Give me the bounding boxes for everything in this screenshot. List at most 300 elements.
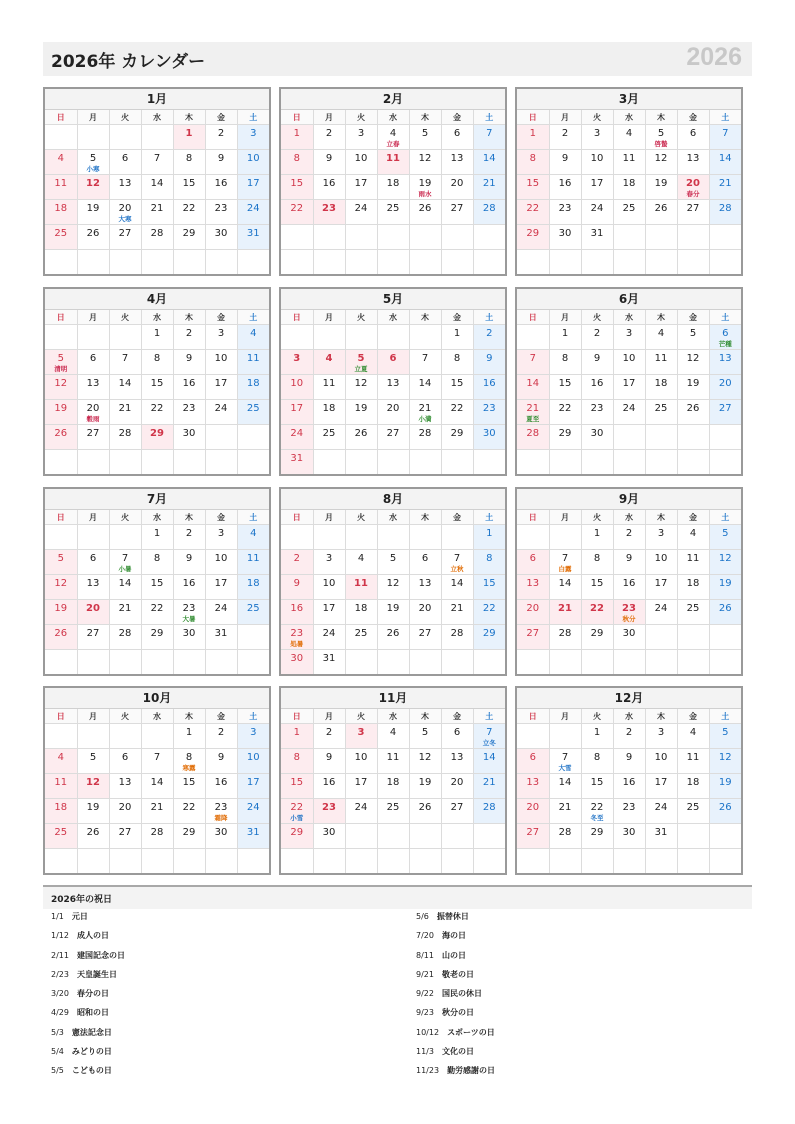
day-cell[interactable] (77, 400, 109, 425)
day-cell[interactable] (237, 400, 269, 425)
day-cell[interactable] (645, 550, 677, 575)
day-cell[interactable] (45, 225, 77, 250)
day-cell[interactable] (581, 749, 613, 774)
day-cell[interactable] (109, 175, 141, 200)
day-cell[interactable] (677, 774, 709, 799)
day-cell[interactable] (645, 350, 677, 375)
day-cell[interactable] (677, 799, 709, 824)
day-cell[interactable] (517, 150, 549, 175)
day-cell[interactable] (205, 824, 237, 849)
day-cell[interactable] (677, 375, 709, 400)
day-cell[interactable] (549, 799, 581, 824)
day-cell[interactable] (173, 225, 205, 250)
day-cell[interactable] (645, 200, 677, 225)
day-cell[interactable] (473, 350, 505, 375)
day-cell[interactable] (677, 200, 709, 225)
day-cell[interactable] (205, 225, 237, 250)
day-cell[interactable] (313, 150, 345, 175)
day-cell[interactable] (205, 575, 237, 600)
day-cell[interactable] (173, 125, 205, 150)
day-cell[interactable] (581, 600, 613, 625)
day-cell[interactable] (345, 575, 377, 600)
day-cell[interactable] (645, 600, 677, 625)
day-cell[interactable] (473, 600, 505, 625)
day-cell[interactable] (313, 425, 345, 450)
day-cell[interactable] (377, 200, 409, 225)
day-cell[interactable] (313, 650, 345, 675)
day-cell[interactable] (141, 375, 173, 400)
day-cell[interactable] (205, 325, 237, 350)
day-cell[interactable] (377, 125, 409, 150)
day-cell[interactable] (345, 375, 377, 400)
day-cell[interactable] (409, 575, 441, 600)
day-cell[interactable] (205, 600, 237, 625)
day-cell[interactable] (109, 625, 141, 650)
day-cell[interactable] (517, 200, 549, 225)
day-cell[interactable] (613, 550, 645, 575)
day-cell[interactable] (581, 575, 613, 600)
day-cell[interactable] (173, 799, 205, 824)
day-cell[interactable] (441, 749, 473, 774)
day-cell[interactable] (77, 749, 109, 774)
day-cell[interactable] (237, 125, 269, 150)
day-cell[interactable] (613, 824, 645, 849)
day-cell[interactable] (313, 824, 345, 849)
day-cell[interactable] (709, 749, 741, 774)
day-cell[interactable] (409, 550, 441, 575)
day-cell[interactable] (581, 724, 613, 749)
day-cell[interactable] (77, 175, 109, 200)
day-cell[interactable] (645, 824, 677, 849)
day-cell[interactable] (281, 774, 313, 799)
day-cell[interactable] (345, 774, 377, 799)
day-cell[interactable] (45, 425, 77, 450)
day-cell[interactable] (549, 225, 581, 250)
day-cell[interactable] (581, 225, 613, 250)
day-cell[interactable] (45, 200, 77, 225)
day-cell[interactable] (313, 350, 345, 375)
day-cell[interactable] (281, 799, 313, 824)
day-cell[interactable] (677, 350, 709, 375)
day-cell[interactable] (473, 799, 505, 824)
day-cell[interactable] (313, 724, 345, 749)
day-cell[interactable] (109, 575, 141, 600)
day-cell[interactable] (237, 774, 269, 799)
day-cell[interactable] (313, 575, 345, 600)
day-cell[interactable] (345, 625, 377, 650)
day-cell[interactable] (377, 799, 409, 824)
day-cell[interactable] (709, 550, 741, 575)
day-cell[interactable] (77, 600, 109, 625)
day-cell[interactable] (173, 175, 205, 200)
day-cell[interactable] (377, 749, 409, 774)
day-cell[interactable] (473, 724, 505, 749)
day-cell[interactable] (473, 575, 505, 600)
day-cell[interactable] (709, 375, 741, 400)
day-cell[interactable] (441, 774, 473, 799)
day-cell[interactable] (409, 774, 441, 799)
day-cell[interactable] (141, 150, 173, 175)
day-cell[interactable] (517, 425, 549, 450)
day-cell[interactable] (377, 550, 409, 575)
day-cell[interactable] (345, 749, 377, 774)
day-cell[interactable] (645, 125, 677, 150)
day-cell[interactable] (677, 400, 709, 425)
day-cell[interactable] (517, 575, 549, 600)
day-cell[interactable] (173, 824, 205, 849)
day-cell[interactable] (613, 799, 645, 824)
day-cell[interactable] (109, 350, 141, 375)
day-cell[interactable] (409, 400, 441, 425)
day-cell[interactable] (141, 525, 173, 550)
day-cell[interactable] (409, 200, 441, 225)
day-cell[interactable] (205, 400, 237, 425)
day-cell[interactable] (377, 400, 409, 425)
day-cell[interactable] (613, 724, 645, 749)
day-cell[interactable] (377, 724, 409, 749)
day-cell[interactable] (709, 200, 741, 225)
day-cell[interactable] (549, 749, 581, 774)
day-cell[interactable] (77, 425, 109, 450)
day-cell[interactable] (109, 425, 141, 450)
day-cell[interactable] (313, 200, 345, 225)
day-cell[interactable] (141, 625, 173, 650)
day-cell[interactable] (313, 749, 345, 774)
day-cell[interactable] (109, 550, 141, 575)
day-cell[interactable] (645, 375, 677, 400)
day-cell[interactable] (313, 774, 345, 799)
day-cell[interactable] (45, 550, 77, 575)
day-cell[interactable] (441, 625, 473, 650)
day-cell[interactable] (141, 550, 173, 575)
day-cell[interactable] (645, 325, 677, 350)
day-cell[interactable] (613, 525, 645, 550)
day-cell[interactable] (109, 749, 141, 774)
day-cell[interactable] (473, 525, 505, 550)
day-cell[interactable] (141, 325, 173, 350)
day-cell[interactable] (709, 600, 741, 625)
day-cell[interactable] (141, 225, 173, 250)
day-cell[interactable] (613, 325, 645, 350)
day-cell[interactable] (645, 400, 677, 425)
day-cell[interactable] (205, 625, 237, 650)
day-cell[interactable] (549, 375, 581, 400)
day-cell[interactable] (281, 600, 313, 625)
day-cell[interactable] (441, 575, 473, 600)
day-cell[interactable] (77, 375, 109, 400)
day-cell[interactable] (281, 550, 313, 575)
day-cell[interactable] (173, 525, 205, 550)
day-cell[interactable] (237, 225, 269, 250)
day-cell[interactable] (517, 225, 549, 250)
day-cell[interactable] (517, 749, 549, 774)
day-cell[interactable] (441, 150, 473, 175)
day-cell[interactable] (645, 525, 677, 550)
day-cell[interactable] (409, 625, 441, 650)
day-cell[interactable] (709, 575, 741, 600)
day-cell[interactable] (473, 150, 505, 175)
day-cell[interactable] (645, 575, 677, 600)
day-cell[interactable] (581, 375, 613, 400)
day-cell[interactable] (613, 774, 645, 799)
day-cell[interactable] (549, 625, 581, 650)
day-cell[interactable] (677, 724, 709, 749)
day-cell[interactable] (173, 325, 205, 350)
day-cell[interactable] (581, 200, 613, 225)
day-cell[interactable] (441, 799, 473, 824)
day-cell[interactable] (709, 175, 741, 200)
day-cell[interactable] (345, 150, 377, 175)
day-cell[interactable] (613, 175, 645, 200)
day-cell[interactable] (173, 350, 205, 375)
day-cell[interactable] (237, 350, 269, 375)
day-cell[interactable] (613, 400, 645, 425)
day-cell[interactable] (109, 774, 141, 799)
day-cell[interactable] (109, 799, 141, 824)
day-cell[interactable] (409, 749, 441, 774)
day-cell[interactable] (281, 175, 313, 200)
day-cell[interactable] (313, 400, 345, 425)
day-cell[interactable] (517, 400, 549, 425)
day-cell[interactable] (409, 799, 441, 824)
day-cell[interactable] (473, 125, 505, 150)
day-cell[interactable] (237, 200, 269, 225)
day-cell[interactable] (581, 350, 613, 375)
day-cell[interactable] (313, 600, 345, 625)
day-cell[interactable] (377, 600, 409, 625)
day-cell[interactable] (581, 774, 613, 799)
day-cell[interactable] (109, 200, 141, 225)
day-cell[interactable] (517, 175, 549, 200)
day-cell[interactable] (677, 150, 709, 175)
day-cell[interactable] (173, 400, 205, 425)
day-cell[interactable] (377, 575, 409, 600)
day-cell[interactable] (77, 824, 109, 849)
day-cell[interactable] (473, 749, 505, 774)
day-cell[interactable] (549, 175, 581, 200)
day-cell[interactable] (613, 600, 645, 625)
day-cell[interactable] (613, 375, 645, 400)
day-cell[interactable] (581, 400, 613, 425)
day-cell[interactable] (141, 575, 173, 600)
day-cell[interactable] (581, 150, 613, 175)
day-cell[interactable] (645, 774, 677, 799)
day-cell[interactable] (45, 375, 77, 400)
day-cell[interactable] (645, 175, 677, 200)
day-cell[interactable] (581, 425, 613, 450)
day-cell[interactable] (345, 350, 377, 375)
day-cell[interactable] (109, 225, 141, 250)
day-cell[interactable] (77, 150, 109, 175)
day-cell[interactable] (45, 350, 77, 375)
day-cell[interactable] (677, 575, 709, 600)
day-cell[interactable] (549, 150, 581, 175)
day-cell[interactable] (205, 175, 237, 200)
day-cell[interactable] (549, 350, 581, 375)
day-cell[interactable] (613, 200, 645, 225)
day-cell[interactable] (281, 724, 313, 749)
day-cell[interactable] (517, 350, 549, 375)
day-cell[interactable] (281, 450, 313, 475)
day-cell[interactable] (517, 799, 549, 824)
day-cell[interactable] (237, 749, 269, 774)
day-cell[interactable] (313, 799, 345, 824)
day-cell[interactable] (173, 550, 205, 575)
day-cell[interactable] (205, 150, 237, 175)
day-cell[interactable] (377, 150, 409, 175)
day-cell[interactable] (581, 799, 613, 824)
day-cell[interactable] (549, 600, 581, 625)
day-cell[interactable] (409, 375, 441, 400)
day-cell[interactable] (409, 350, 441, 375)
day-cell[interactable] (109, 150, 141, 175)
day-cell[interactable] (141, 774, 173, 799)
day-cell[interactable] (45, 824, 77, 849)
day-cell[interactable] (377, 425, 409, 450)
day-cell[interactable] (645, 799, 677, 824)
day-cell[interactable] (173, 749, 205, 774)
day-cell[interactable] (441, 600, 473, 625)
day-cell[interactable] (409, 125, 441, 150)
day-cell[interactable] (281, 749, 313, 774)
day-cell[interactable] (345, 550, 377, 575)
day-cell[interactable] (237, 724, 269, 749)
day-cell[interactable] (281, 375, 313, 400)
day-cell[interactable] (409, 150, 441, 175)
day-cell[interactable] (549, 575, 581, 600)
day-cell[interactable] (205, 724, 237, 749)
day-cell[interactable] (173, 774, 205, 799)
day-cell[interactable] (205, 125, 237, 150)
day-cell[interactable] (709, 724, 741, 749)
day-cell[interactable] (709, 350, 741, 375)
day-cell[interactable] (45, 774, 77, 799)
day-cell[interactable] (173, 425, 205, 450)
day-cell[interactable] (549, 325, 581, 350)
day-cell[interactable] (45, 575, 77, 600)
day-cell[interactable] (45, 150, 77, 175)
day-cell[interactable] (45, 175, 77, 200)
day-cell[interactable] (677, 125, 709, 150)
day-cell[interactable] (77, 225, 109, 250)
day-cell[interactable] (205, 350, 237, 375)
day-cell[interactable] (549, 200, 581, 225)
day-cell[interactable] (473, 625, 505, 650)
day-cell[interactable] (677, 325, 709, 350)
day-cell[interactable] (173, 200, 205, 225)
day-cell[interactable] (549, 400, 581, 425)
day-cell[interactable] (237, 175, 269, 200)
day-cell[interactable] (205, 774, 237, 799)
day-cell[interactable] (141, 749, 173, 774)
day-cell[interactable] (409, 425, 441, 450)
day-cell[interactable] (709, 799, 741, 824)
day-cell[interactable] (645, 150, 677, 175)
day-cell[interactable] (517, 824, 549, 849)
day-cell[interactable] (45, 625, 77, 650)
day-cell[interactable] (677, 175, 709, 200)
day-cell[interactable] (613, 350, 645, 375)
day-cell[interactable] (237, 550, 269, 575)
day-cell[interactable] (441, 125, 473, 150)
day-cell[interactable] (141, 200, 173, 225)
day-cell[interactable] (441, 325, 473, 350)
day-cell[interactable] (517, 600, 549, 625)
day-cell[interactable] (409, 175, 441, 200)
day-cell[interactable] (205, 525, 237, 550)
day-cell[interactable] (645, 749, 677, 774)
day-cell[interactable] (441, 425, 473, 450)
day-cell[interactable] (281, 350, 313, 375)
day-cell[interactable] (345, 425, 377, 450)
day-cell[interactable] (205, 200, 237, 225)
day-cell[interactable] (581, 325, 613, 350)
day-cell[interactable] (613, 575, 645, 600)
day-cell[interactable] (709, 150, 741, 175)
day-cell[interactable] (517, 625, 549, 650)
day-cell[interactable] (441, 724, 473, 749)
day-cell[interactable] (709, 525, 741, 550)
day-cell[interactable] (441, 400, 473, 425)
day-cell[interactable] (409, 600, 441, 625)
day-cell[interactable] (345, 175, 377, 200)
day-cell[interactable] (313, 550, 345, 575)
day-cell[interactable] (237, 575, 269, 600)
day-cell[interactable] (517, 550, 549, 575)
day-cell[interactable] (709, 774, 741, 799)
day-cell[interactable] (581, 824, 613, 849)
day-cell[interactable] (45, 600, 77, 625)
day-cell[interactable] (345, 400, 377, 425)
day-cell[interactable] (345, 600, 377, 625)
day-cell[interactable] (549, 824, 581, 849)
day-cell[interactable] (173, 625, 205, 650)
day-cell[interactable] (281, 625, 313, 650)
day-cell[interactable] (581, 175, 613, 200)
day-cell[interactable] (677, 600, 709, 625)
day-cell[interactable] (281, 425, 313, 450)
day-cell[interactable] (237, 600, 269, 625)
day-cell[interactable] (109, 375, 141, 400)
day-cell[interactable] (549, 125, 581, 150)
day-cell[interactable] (377, 350, 409, 375)
day-cell[interactable] (173, 575, 205, 600)
day-cell[interactable] (613, 625, 645, 650)
day-cell[interactable] (409, 724, 441, 749)
day-cell[interactable] (345, 799, 377, 824)
day-cell[interactable] (549, 425, 581, 450)
day-cell[interactable] (377, 375, 409, 400)
day-cell[interactable] (441, 175, 473, 200)
day-cell[interactable] (581, 525, 613, 550)
day-cell[interactable] (581, 125, 613, 150)
day-cell[interactable] (473, 200, 505, 225)
day-cell[interactable] (281, 575, 313, 600)
day-cell[interactable] (377, 175, 409, 200)
day-cell[interactable] (109, 824, 141, 849)
day-cell[interactable] (77, 625, 109, 650)
day-cell[interactable] (441, 375, 473, 400)
day-cell[interactable] (613, 125, 645, 150)
day-cell[interactable] (141, 799, 173, 824)
day-cell[interactable] (517, 375, 549, 400)
day-cell[interactable] (77, 550, 109, 575)
day-cell[interactable] (345, 125, 377, 150)
day-cell[interactable] (141, 425, 173, 450)
day-cell[interactable] (677, 525, 709, 550)
day-cell[interactable] (173, 375, 205, 400)
day-cell[interactable] (237, 325, 269, 350)
